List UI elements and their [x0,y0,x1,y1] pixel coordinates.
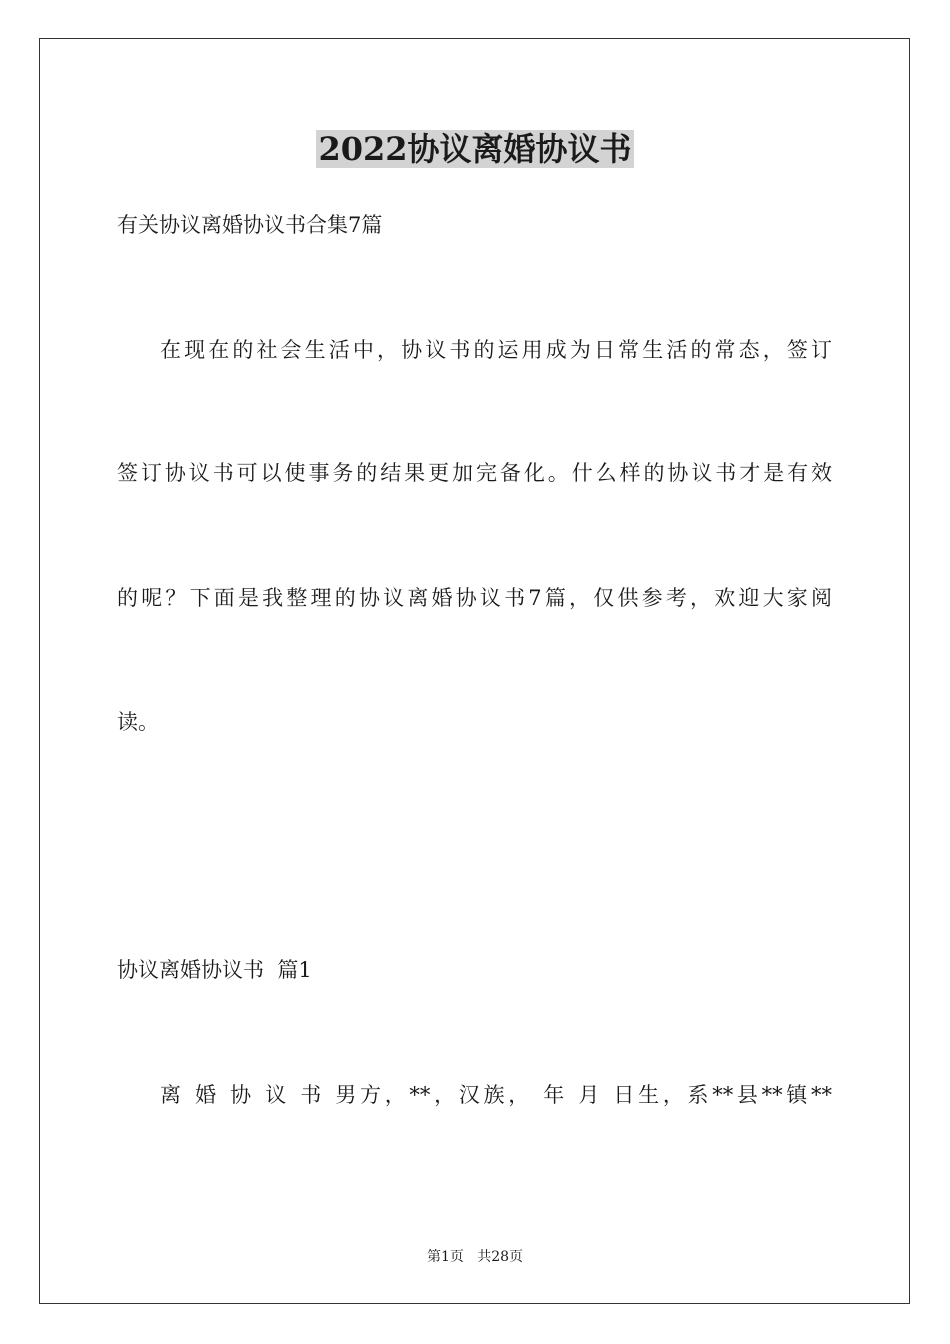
section-first-line: 离 婚 协 议 书 男方，**，汉族， 年 月 日生，系**县**镇** [160,1083,832,1107]
page-number-footer [0,1247,950,1267]
intro-line-3: 的呢？下面是我整理的协议离婚协议书7篇，仅供参考，欢迎大家阅 [117,586,832,610]
document-subtitle: 有关协议离婚协议书合集7篇 [117,213,383,237]
intro-line-2: 签订协议书可以使事务的结果更加完备化。什么样的协议书才是有效 [117,461,832,485]
document-title-text: 2022协议离婚协议书 [318,130,632,168]
page-number-text: 第1页 共28页 [426,1249,524,1265]
intro-line-4: 读。 [117,710,159,734]
document-title [0,126,950,172]
intro-line-1: 在现在的社会生活中，协议书的运用成为日常生活的常态，签订 [160,338,832,362]
section-heading: 协议离婚协议书 篇1 [117,958,312,982]
